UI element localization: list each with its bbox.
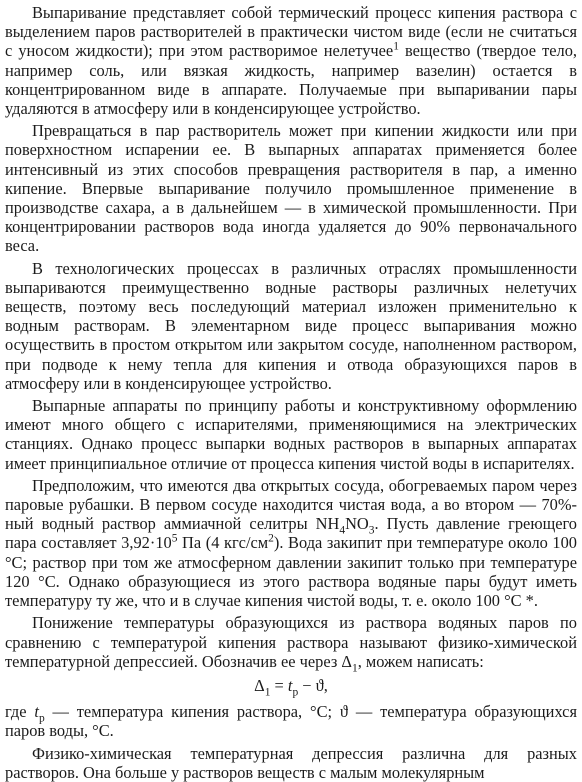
subscript: р: [292, 686, 299, 699]
text-segment: NO: [345, 514, 369, 534]
paragraph: [5, 613, 577, 674]
subscript: 4: [339, 524, 346, 537]
subscript: 3: [368, 524, 375, 537]
text-segment: Превращаться в пар растворитель может при кипении жидкости или при поверхностном испарении ее. В выпарных аппаратах применяется более интенсивный из этих способов превращения растворителя в пар, а именно кипение. Впервые выпаривание получило промышленное применение в производстве сахара, а в дальнейшем — в химической промышленности. При концентрировании растворов вода иногда удаляется до 90% первоначального веса.: [5, 121, 577, 256]
subscript: 1: [264, 686, 271, 699]
text-segment: Предположим, что имеются два открытых сосуда, обогреваемых паром через паровые рубашки. В первом сосуде находится чистая вода, а во втором — 70%-ный водный раствор аммиачной селитры NH: [5, 475, 577, 534]
subscript: 1: [351, 661, 358, 674]
text-segment: Понижение температуры образующихся из раствора водяных паров по сравнению с температурой кипения раствора называют физико-химической температурной депрессией. Обозначив ее через Δ: [5, 613, 577, 671]
superscript: 1: [393, 40, 399, 53]
text-segment: , можем написать:: [357, 651, 484, 671]
text-segment: ). Вода закипит при температуре около 100 °С; раствор при том же атмосферном давлении закипит только при температуре 120 °С. Однако образующиеся из этого раствора водяные пары будут иметь температуру ту же, что и в случае кипения чистой воды, т. е. около 100 °С *.: [5, 533, 578, 611]
formula: [5, 675, 577, 699]
text-segment: где: [5, 702, 35, 722]
text-segment: =: [270, 675, 288, 695]
text-segment: − ϑ,: [298, 675, 328, 695]
paragraph: [5, 476, 577, 610]
document-body: [5, 3, 577, 782]
text-segment: — температура кипения раствора, °С; ϑ — температура образующихся паров воды, °С.: [5, 702, 577, 741]
text-segment: вещество (твердое тело, например соль, или вязкая жидкость, например вазелин) остается в концентрированном виде в аппарате. Получаемые при выпаривании пары удаляются в атмосферу или в конденсирующее устройство.: [5, 41, 577, 119]
text-segment: . Пусть давление греющего пара составляет 3,92·10: [5, 514, 577, 553]
paragraph: [5, 702, 577, 740]
paragraph: [5, 744, 577, 782]
text-segment: Выпарные аппараты по принципу работы и конструктивному оформлению имеют много общего с испарителями, применяющимися на электрических станциях. Однако процесс выпарки водных растворов в выпарных аппаратах имеет принципиальное отличие от процесса кипения чистой воды в испарителях.: [5, 396, 577, 473]
superscript: 2: [268, 533, 274, 546]
subscript: р: [38, 712, 45, 725]
paragraph: [5, 3, 577, 118]
paragraph: [5, 121, 577, 255]
text-segment: Выпаривание представляет собой термический процесс кипения раствора с выделением паров растворителей в практически чистом виде (если не считаться с уносом жидкости); при этом растворимое нелетучее: [5, 3, 577, 61]
text-segment: t: [34, 702, 39, 722]
text-segment: В технологических процессах в различных отраслях промышленности выпариваются преимущественно водные растворы различных нелетучих веществ, поэтому весь последующий материал изложен применительно к водным растворам. В элементарном виде процесс выпаривания можно осуществить в простом открытом или закрытом сосуде, наполненном раствором, при подводе к нему тепла для кипения и отвода образующихся паров в атмосферу или в конденсирующее устройство.: [5, 258, 577, 393]
text-segment: Δ: [254, 675, 265, 695]
paragraph: [5, 259, 577, 393]
text-segment: Физико-химическая температурная депрессия различна для разных растворов. Она больше у растворов веществ с малым молекулярным: [5, 743, 577, 782]
paragraph: [5, 396, 577, 473]
text-segment: Па (4 кгс/см: [177, 533, 269, 553]
text-segment: t: [287, 675, 293, 695]
superscript: 5: [171, 533, 178, 546]
